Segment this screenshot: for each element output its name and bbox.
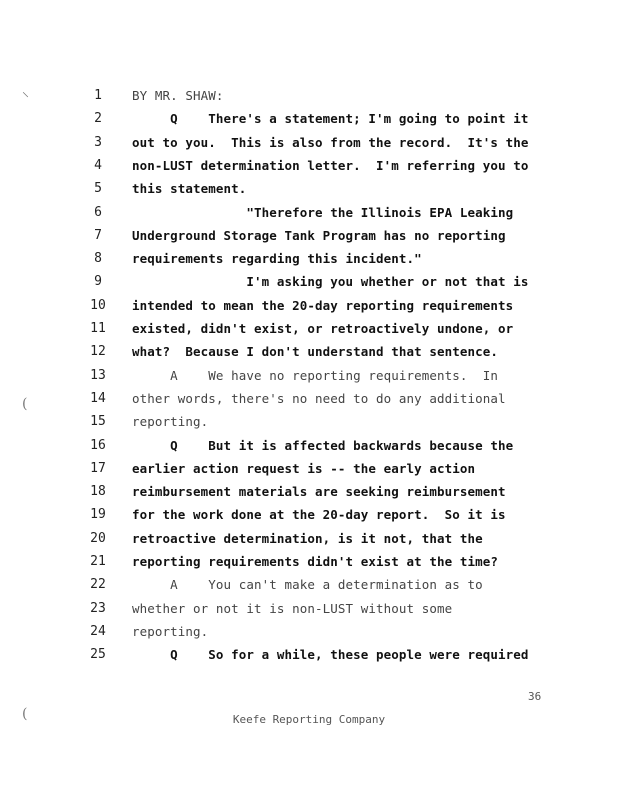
line-text: "Therefore the Illinois EPA Leaking <box>132 204 514 220</box>
line-number: 17 <box>90 460 106 476</box>
line-text: what? Because I don't understand that sentence. <box>132 344 499 360</box>
line-number: 6 <box>94 204 102 220</box>
page-number: 36 <box>528 690 542 703</box>
line-text: I'm asking you whether or not that is <box>132 274 529 290</box>
line-number: 23 <box>90 600 106 616</box>
transcript-line <box>0 366 618 386</box>
line-number: 3 <box>94 134 102 150</box>
transcript-line <box>0 645 618 665</box>
transcript-line <box>0 133 618 153</box>
transcript-line <box>0 342 618 362</box>
line-text: other words, there's no need to do any additional <box>132 390 506 406</box>
line-text: existed, didn't exist, or retroactively undone, or <box>132 321 514 336</box>
line-number: 11 <box>90 321 106 336</box>
hole-punch-mark: ( <box>22 396 28 412</box>
transcript-line <box>0 482 618 502</box>
line-number: 25 <box>90 647 106 663</box>
transcript-line <box>0 529 618 549</box>
transcript-line <box>0 436 618 456</box>
line-text: out to you. This is also from the record. It's the <box>132 134 529 150</box>
line-number: 20 <box>90 530 106 546</box>
transcript-line <box>0 389 618 409</box>
line-number: 14 <box>90 390 106 406</box>
hole-punch-mark: ( <box>22 706 28 722</box>
transcript-line <box>0 203 618 223</box>
transcript-line <box>0 319 618 339</box>
transcript-line <box>0 505 618 525</box>
line-text: intended to mean the 20-day reporting requirements <box>132 297 514 313</box>
line-text: earlier action request is -- the early action <box>132 460 476 476</box>
transcript-line <box>0 179 618 199</box>
line-number: 15 <box>90 414 106 430</box>
line-text: A You can't make a determination as to <box>132 577 483 593</box>
transcript-line <box>0 249 618 269</box>
line-number: 13 <box>90 367 106 383</box>
line-text: whether or not it is non-LUST without some <box>132 600 453 616</box>
line-number: 4 <box>94 157 102 173</box>
line-number: 24 <box>90 623 106 639</box>
transcript-line <box>0 272 618 292</box>
line-number: 8 <box>94 251 102 267</box>
line-text: reporting requirements didn't exist at the time? <box>132 554 499 569</box>
line-number: 2 <box>94 111 102 127</box>
line-number: 9 <box>94 274 102 290</box>
transcript-line <box>0 552 618 572</box>
line-text: reimbursement materials are seeking reimbursement <box>132 484 506 500</box>
line-number: 5 <box>94 181 102 197</box>
transcript-line <box>0 296 618 316</box>
transcript-line <box>0 109 618 129</box>
line-text: A We have no reporting requirements. In <box>132 367 499 383</box>
line-number: 16 <box>90 437 106 453</box>
transcript-line <box>0 86 618 106</box>
line-number: 7 <box>94 227 102 243</box>
line-number: 1 <box>94 88 102 103</box>
line-text: non-LUST determination letter. I'm referring you to <box>132 157 529 173</box>
footer-reporting-company: Keefe Reporting Company <box>232 713 386 726</box>
line-text: for the work done at the 20-day report. So it is <box>132 507 506 523</box>
line-text: Q So for a while, these people were required <box>132 647 529 663</box>
line-text: BY MR. SHAW: <box>132 88 224 103</box>
line-text: reporting. <box>132 623 209 639</box>
transcript-line <box>0 226 618 246</box>
line-text: Q There's a statement; I'm going to point it <box>132 111 529 127</box>
transcript-line <box>0 412 618 432</box>
transcript-line <box>0 622 618 642</box>
line-number: 18 <box>90 484 106 500</box>
hole-punch-mark: ⸌ <box>22 90 29 106</box>
line-text: Underground Storage Tank Program has no reporting <box>132 227 506 243</box>
transcript-line <box>0 575 618 595</box>
line-number: 10 <box>90 297 106 313</box>
line-text: reporting. <box>132 414 209 430</box>
line-number: 21 <box>90 554 106 569</box>
line-text: requirements regarding this incident." <box>132 251 422 267</box>
line-number: 19 <box>90 507 106 523</box>
line-text: this statement. <box>132 181 247 197</box>
transcript-line <box>0 459 618 479</box>
line-text: retroactive determination, is it not, that the <box>132 530 483 546</box>
transcript-line <box>0 599 618 619</box>
line-text: Q But it is affected backwards because the <box>132 437 514 453</box>
line-number: 22 <box>90 577 106 593</box>
transcript-line <box>0 156 618 176</box>
line-number: 12 <box>90 344 106 360</box>
